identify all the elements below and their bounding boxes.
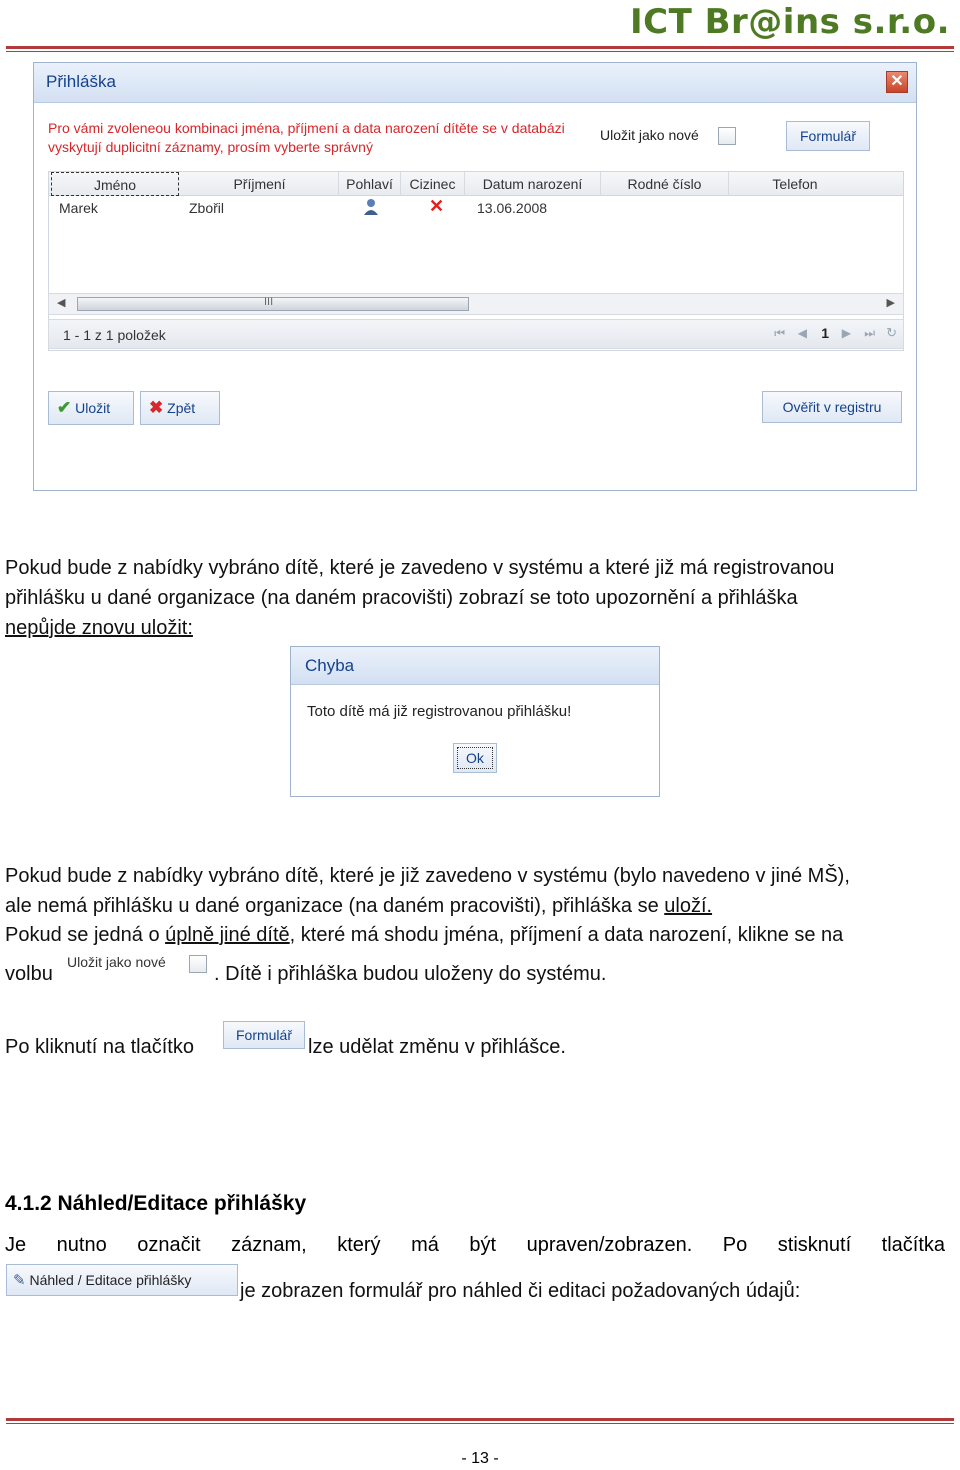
paragraph-3-start: Po kliknutí na tlačítko [5, 1036, 194, 1058]
paragraph-3-end: lze udělat změnu v přihlášce. [308, 1036, 566, 1058]
error-dialog [290, 646, 660, 797]
verify-registry-button[interactable]: Ověřit v registru [762, 391, 902, 423]
application-dialog [33, 62, 917, 491]
footer-rule [6, 1418, 954, 1421]
text-span: Pokud se jedná o [5, 924, 166, 946]
paragraph-2-line-4-end: . Dítě i přihláška budou uloženy do systému. [214, 963, 607, 985]
column-header-rodne-cislo[interactable]: Rodné číslo [601, 172, 729, 196]
underlined-text: úplně jiné dítě [165, 924, 290, 946]
prev-page-icon[interactable]: ◀ [797, 326, 807, 340]
dialog-title: Přihláška [46, 72, 116, 91]
horizontal-scrollbar[interactable] [48, 293, 904, 315]
edit-document-icon: ✎ [13, 1272, 26, 1289]
pager-info: 1 - 1 z 1 položek [63, 327, 166, 343]
word: záznam, [231, 1234, 307, 1256]
column-header-cizinec[interactable]: Cizinec [401, 172, 465, 196]
paragraph-1-line-2: přihlášku u dané organizace (na daném pracovišti) zobrazí se toto upozornění a přihláška [5, 587, 798, 609]
error-dialog-titlebar [291, 647, 659, 685]
inline-save-as-new-label: Uložit jako nové [67, 954, 166, 970]
paragraph-1-line-1: Pokud bude z nabídky vybráno dítě, které je zavedeno v systému a které již má registrovanou [5, 557, 835, 579]
save-button-label: Uložit [75, 400, 111, 416]
section-heading: 4.1.2 Náhled/Editace přihlášky [5, 1192, 307, 1215]
word: upraven/zobrazen. [526, 1234, 693, 1256]
word: má [411, 1234, 439, 1256]
save-as-new-checkbox[interactable] [718, 127, 736, 145]
scrollbar-thumb[interactable] [77, 297, 469, 311]
check-icon: ✔ [57, 398, 72, 417]
dialog-titlebar [34, 63, 916, 103]
table-header [49, 172, 903, 196]
preview-edit-button-label: Náhled / Editace přihlášky [29, 1272, 192, 1288]
paragraph-2-line-4-start: volbu [5, 963, 53, 985]
back-button[interactable] [140, 391, 220, 425]
last-page-icon[interactable]: ⏭ [864, 326, 875, 340]
page-number: - 13 - [461, 1450, 499, 1467]
inline-save-as-new-checkbox [189, 955, 207, 973]
scroll-left-icon[interactable]: ◀ [57, 297, 66, 309]
column-header-jmeno[interactable]: Jméno [51, 172, 179, 196]
error-message: Toto dítě má již registrovanou přihlášku! [307, 703, 572, 720]
underlined-text: uloží. [664, 895, 713, 917]
inline-preview-edit-button [6, 1264, 238, 1296]
close-icon[interactable]: ✕ [886, 71, 908, 93]
column-header-pohlavi[interactable]: Pohlaví [339, 172, 401, 196]
back-button-label: Zpět [167, 400, 196, 416]
save-button[interactable] [48, 391, 134, 425]
cell-datum: 13.06.2008 [477, 200, 548, 216]
text-span: , které má shodu jména, příjmení a data narození, klikne se na [289, 924, 844, 946]
company-logo: ICT Br@ins s.r.o. [629, 2, 950, 42]
word: stisknutí [777, 1234, 852, 1256]
header-rule-thin [6, 51, 954, 52]
footer-rule-thin [6, 1423, 954, 1424]
first-page-icon[interactable]: ⏮ [774, 326, 785, 340]
cross-icon: ✕ [429, 196, 445, 216]
current-page[interactable]: 1 [821, 325, 829, 341]
refresh-icon[interactable]: ↻ [886, 325, 897, 340]
column-header-datum[interactable]: Datum narození [465, 172, 601, 196]
inline-form-button: Formulář [223, 1021, 305, 1049]
cell-jmeno: Marek [59, 200, 98, 216]
word: být [469, 1234, 497, 1256]
word: nutno [56, 1234, 107, 1256]
paragraph-1-line-3: nepůjde znovu uložit: [5, 617, 193, 639]
scroll-grip: III [264, 296, 274, 308]
word: tlačítka [881, 1234, 945, 1256]
word: Po [722, 1234, 748, 1256]
paragraph-2-line-1: Pokud bude z nabídky vybráno dítě, které je již zavedeno v systému (bylo navedeno v jiné MŠ), [5, 865, 850, 887]
word: označit [137, 1234, 201, 1256]
scroll-right-icon[interactable]: ▶ [886, 297, 895, 309]
next-page-icon[interactable]: ▶ [841, 326, 851, 340]
ok-button[interactable]: Ok [453, 743, 497, 773]
section-paragraph-line-2: je zobrazen formulář pro náhled či editaci požadovaných údajů: [240, 1280, 801, 1302]
header-rule [6, 46, 954, 49]
paragraph-2-line-2 [5, 891, 712, 921]
cell-prijmeni: Zbořil [189, 200, 225, 216]
text-span: ale nemá přihlášku u dané organizace (na daném pracovišti), přihláška se [5, 895, 665, 917]
form-button[interactable]: Formulář [786, 121, 870, 151]
male-person-icon [363, 198, 379, 219]
word: který [337, 1234, 381, 1256]
error-dialog-title: Chyba [305, 656, 355, 675]
duplicate-warning: Pro vámi zvoleneou kombinaci jména, příjmení a data narození dítěte se v databázi vyskytují duplicitní záznamy, prosím vyberte správný [48, 120, 565, 155]
column-header-prijmeni[interactable]: Příjmení [181, 172, 339, 196]
paragraph-2-line-3 [5, 920, 843, 950]
column-header-telefon[interactable]: Telefon [772, 176, 818, 192]
pager [48, 319, 904, 349]
save-as-new-label: Uložit jako nové [600, 127, 699, 143]
word: Je [5, 1234, 27, 1256]
section-paragraph-line-1 [5, 1234, 945, 1257]
cancel-icon: ✖ [149, 398, 164, 417]
